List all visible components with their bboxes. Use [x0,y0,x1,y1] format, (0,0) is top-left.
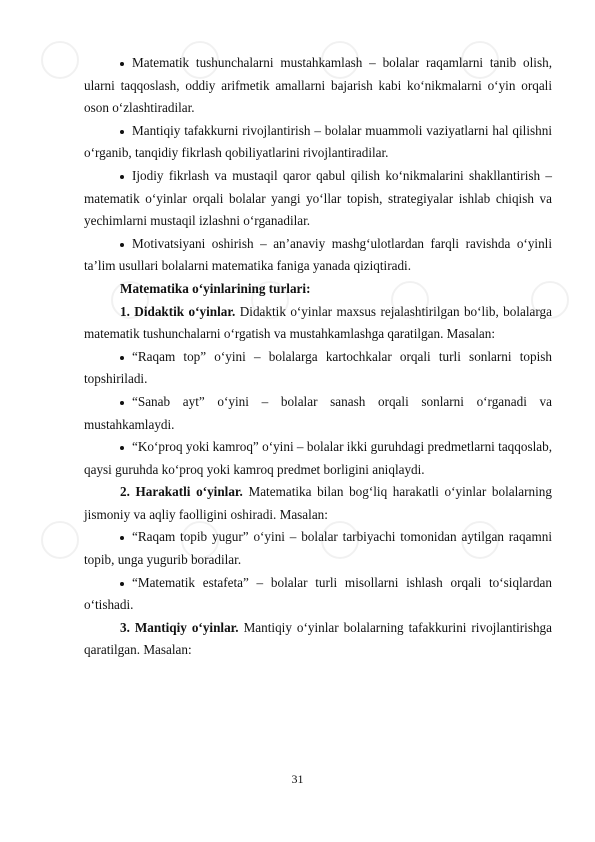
bullet-item [84,436,552,481]
paragraph-text: Didaktik o‘yinlar maxsus rejalashtirilgan bo‘lib, bolalarga matematik tushunchalarni o‘rgatish va mustahkamlashga qaratilgan. Masalan: [84,303,552,342]
bullet-item [84,52,552,120]
numbered-paragraph [84,301,552,346]
bullet-item [84,165,552,233]
paragraph-label: 1. Didaktik o‘yinlar. [120,303,236,319]
page-number: 31 [291,772,304,786]
bullet-text: “Sanab ayt” o‘yini – bolalar sanash orqali sonlarni o‘rganadi va mustahkamlaydi. [84,393,552,432]
bullet-text: Ijodiy fikrlash va mustaqil qaror qabul qilish ko‘nikmalarini shakllantirish – matematik o‘yinlar orqali bolalar yangi yo‘llar topish, strategiyalar ishlab chiqish va yechimlarni mustaqil izlashni o‘rganadilar. [84,167,552,229]
bullet-text: “Raqam top” o‘yini – bolalarga kartochkalar orqali turli sonlarni topish topshiriladi. [84,348,552,387]
bullet-item [84,233,552,278]
bullet-text: Mantiqiy tafakkurni rivojlantirish – bolalar muammoli vaziyatlarni hal qilishni o‘rganib, tanqidiy fikrlash qobiliyatlarini rivojlantiradilar. [84,122,552,161]
paragraph-text: Matematika bilan bog‘liq harakatli o‘yinlar bolalarning jismoniy va aqliy faolligini oshiradi. Masalan: [84,484,552,522]
bullet-text: “Raqam topib yugur” o‘yini – bolalar tarbiyachi tomonidan aytilgan raqamni topib, unga yugurib boradilar. [84,529,552,568]
bullet-item [84,391,552,436]
paragraph-text: Mantiqiy o‘yinlar bolalarning tafakkurini rivojlantirishga qaratilgan. Masalan: [84,619,552,658]
bullet-item [84,346,552,391]
bullet-item [84,572,552,617]
paragraph-label: 3. Mantiqiy o‘yinlar. [120,619,239,635]
numbered-paragraph [84,617,552,662]
bullet-text: Motivatsiyani oshirish – an’anaviy mashg‘ulotlardan farqli ravishda o‘yinli ta’lim usullari bolalarni matematika faniga yanada qiziqtiradi. [84,235,552,274]
paragraph-label: 2. Harakatli o‘yinlar. [120,484,243,500]
section-heading: Matematika o‘yinlarining turlari: [120,280,311,296]
bullet-text: Matematik tushunchalarni mustahkamlash – bolalar raqamlarni tanib olish, ularni taqqoslash, oddiy arifmetik amallarni bajarish kabi ko‘nikmalarni o‘yin orqali oson o‘zlashtiradilar. [84,55,552,116]
bullet-text: “Ko‘proq yoki kamroq” o‘yini – bolalar ikki guruhdagi predmetlarni taqqoslab, qaysi guruhda ko‘proq yoki kamroq predmet borligini aniqlaydi. [84,439,552,477]
bullet-item [84,120,552,165]
bullet-item [84,526,552,571]
document-body [84,52,552,662]
bullet-text: “Matematik estafeta” – bolalar turli misollarni ishlash orqali to‘siqlardan o‘tishadi. [84,574,552,613]
numbered-paragraph [84,481,552,526]
